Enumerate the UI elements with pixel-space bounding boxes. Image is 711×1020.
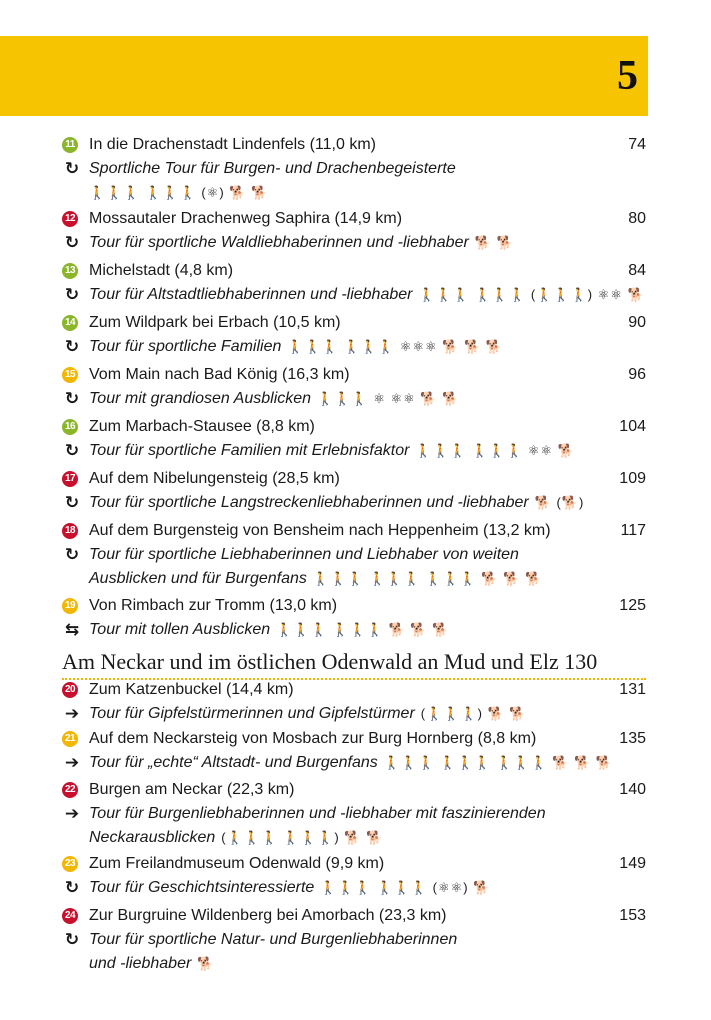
page-ref[interactable]: 135 [619,730,646,747]
loop-icon: ↻ [64,233,80,252]
tour-title[interactable]: Auf dem Nibelungensteig (28,5 km) [89,470,340,487]
loop-icon: ↻ [64,159,80,178]
tour-description: Tour für sportliche Natur- und Burgenliebhaberinnen [89,931,458,948]
page-ref[interactable]: 109 [619,470,646,487]
tour-number-badge: 13 [62,263,78,279]
tour-description-cont: Neckarausblicken [89,829,216,846]
difficulty-icons: 🐕 (🐕) [534,495,585,510]
loop-icon: ↻ [64,337,80,356]
tour-title[interactable]: Zum Freilandmuseum Odenwald (9,9 km) [89,855,385,872]
tour-number-badge: 23 [62,856,78,872]
difficulty-icons: 🚶🚶🚶 🚶🚶🚶 🐕 🐕 🐕 [276,622,450,637]
page-ref[interactable]: 131 [619,681,646,698]
swap-icon: ⇆ [64,620,80,639]
chapter-header-bar [0,36,648,116]
page-ref[interactable]: 84 [628,262,646,279]
difficulty-icons: 🚶🚶🚶 🚶🚶🚶 ⚛⚛ 🐕 [415,443,575,458]
toc-entry[interactable] [62,311,646,359]
forward-icon: ➔ [64,804,80,823]
page-ref[interactable]: 153 [619,907,646,924]
tour-title[interactable]: Michelstadt (4,8 km) [89,262,234,279]
tour-title[interactable]: Zum Marbach-Stausee (8,8 km) [89,418,315,435]
tour-description: Tour für Geschichtsinteressierte [89,879,315,896]
page-ref[interactable]: 149 [619,855,646,872]
toc-entry[interactable] [62,519,646,591]
tour-description-cont: Ausblicken und für Burgenfans [89,570,307,587]
toc-entry[interactable] [62,467,646,515]
toc-entry[interactable] [62,678,646,726]
toc-entry[interactable] [62,363,646,411]
loop-icon: ↻ [64,493,80,512]
tour-description: Tour für Altstadtliebhaberinnen und -liebhaber [89,286,413,303]
tour-number-badge: 20 [62,682,78,698]
tour-number-badge: 21 [62,731,78,747]
tour-title[interactable]: Mossautaler Drachenweg Saphira (14,9 km) [89,210,403,227]
difficulty-icons: (🚶🚶🚶 🚶🚶🚶) 🐕 🐕 [221,830,384,845]
page-number: 5 [617,53,638,99]
tour-title[interactable]: In die Drachenstadt Lindenfels (11,0 km) [89,136,376,153]
tour-description-cont: und -liebhaber [89,955,192,972]
tour-description: Tour mit grandiosen Ausblicken [89,390,312,407]
tour-number-badge: 24 [62,908,78,924]
tour-description: Tour mit tollen Ausblicken [89,621,271,638]
tour-description: Tour für „echte“ Altstadt- und Burgenfans [89,754,378,771]
tour-title[interactable]: Zur Burgruine Wildenberg bei Amorbach (23,3 km) [89,907,447,924]
tour-number-badge: 22 [62,782,78,798]
section-heading: Am Neckar und im östlichen Odenwald an Mud und Elz 130 [62,648,646,680]
tour-title[interactable]: Auf dem Burgensteig von Bensheim nach Heppenheim (13,2 km) [89,522,551,539]
loop-icon: ↻ [64,930,80,949]
tour-number-badge: 14 [62,315,78,331]
tour-title[interactable]: Von Rimbach zur Tromm (13,0 km) [89,597,338,614]
toc-entry[interactable] [62,259,646,307]
page-ref[interactable]: 140 [619,781,646,798]
page-ref[interactable]: 117 [620,522,646,539]
toc-entry[interactable] [62,594,646,642]
loop-icon: ↻ [64,389,80,408]
difficulty-icons: 🚶🚶🚶 🚶🚶🚶 (⚛) 🐕 🐕 [89,185,269,200]
toc-entry[interactable] [62,778,646,850]
loop-icon: ↻ [64,285,80,304]
page-ref[interactable]: 74 [628,136,646,153]
difficulty-icons: 🚶🚶🚶 ⚛ ⚛⚛ 🐕 🐕 [317,391,460,406]
toc-entry[interactable] [62,415,646,463]
toc-entry[interactable] [62,852,646,900]
loop-icon: ↻ [64,878,80,897]
difficulty-icons: (🚶🚶🚶) 🐕 🐕 [420,706,527,721]
difficulty-icons: 🚶🚶🚶 🚶🚶🚶 🚶🚶🚶 🐕 🐕 🐕 [312,571,543,586]
tour-title[interactable]: Zum Katzenbuckel (14,4 km) [89,681,294,698]
tour-description: Tour für sportliche Familien mit Erlebnisfaktor [89,442,410,459]
tour-number-badge: 19 [62,598,78,614]
loop-icon: ↻ [64,545,80,564]
tour-description: Sportliche Tour für Burgen- und Drachenbegeisterte [89,160,456,177]
loop-icon: ↻ [64,441,80,460]
tour-number-badge: 17 [62,471,78,487]
tour-title[interactable]: Zum Wildpark bei Erbach (10,5 km) [89,314,341,331]
difficulty-icons: 🚶🚶🚶 🚶🚶🚶 (⚛⚛) 🐕 [320,880,491,895]
toc-entry[interactable] [62,133,646,205]
tour-description: Tour für sportliche Familien [89,338,282,355]
tour-number-badge: 16 [62,419,78,435]
tour-number-badge: 12 [62,211,78,227]
tour-title[interactable]: Auf dem Neckarsteig von Mosbach zur Burg Hornberg (8,8 km) [89,730,537,747]
page-ref[interactable]: 104 [619,418,646,435]
tour-description: Tour für Gipfelstürmerinnen und Gipfelstürmer [89,705,415,722]
tour-description: Tour für sportliche Liebhaberinnen und Liebhaber von weiten [89,546,519,563]
page-ref[interactable]: 125 [619,597,646,614]
page-ref[interactable]: 90 [628,314,646,331]
tour-number-badge: 18 [62,523,78,539]
difficulty-icons: 🐕 [197,956,215,971]
page-ref[interactable]: 96 [628,366,646,383]
difficulty-icons: 🐕 🐕 [474,235,514,250]
tour-title[interactable]: Vom Main nach Bad König (16,3 km) [89,366,350,383]
tour-description: Tour für sportliche Waldliebhaberinnen und -liebhaber [89,234,469,251]
tour-number-badge: 11 [62,137,78,153]
toc-entry[interactable] [62,904,646,976]
toc-entry[interactable] [62,727,646,775]
toc-entry[interactable] [62,207,646,255]
difficulty-icons: 🚶🚶🚶 🚶🚶🚶 (🚶🚶🚶) ⚛⚛ 🐕 [418,287,645,302]
difficulty-icons: 🚶🚶🚶 🚶🚶🚶 ⚛⚛⚛ 🐕 🐕 🐕 [287,339,504,354]
forward-icon: ➔ [64,753,80,772]
tour-number-badge: 15 [62,367,78,383]
difficulty-icons: 🚶🚶🚶 🚶🚶🚶 🚶🚶🚶 🐕 🐕 🐕 [383,755,614,770]
tour-description: Tour für Burgenliebhaberinnen und -liebhaber mit faszinierenden [89,805,546,822]
forward-icon: ➔ [64,704,80,723]
tour-description: Tour für sportliche Langstreckenliebhaberinnen und -liebhaber [89,494,529,511]
tour-title[interactable]: Burgen am Neckar (22,3 km) [89,781,295,798]
page-ref[interactable]: 80 [628,210,646,227]
